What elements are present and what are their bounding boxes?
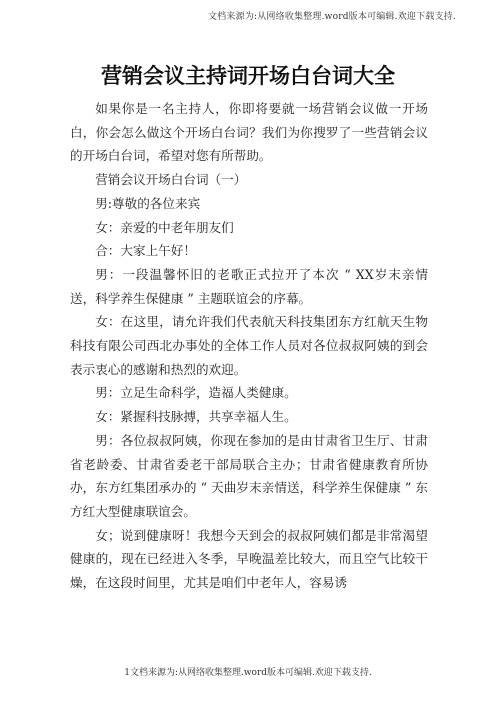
dialogue-line: 女：在这里，请允许我们代表航天科技集团东方红航天生物科技有限公司西北办事处的全体工作人员对各位叔叔阿姨的到会表示衷心的感谢和热烈的欢迎。 xyxy=(70,314,428,377)
footer-source-note: 1文档来源为:从网络收集整理.word版本可编辑.欢迎下载支持. xyxy=(124,668,372,678)
dialogue-line: 女：亲爱的中老年朋友们 xyxy=(95,219,234,235)
intro-paragraph: 如果你是一名主持人，你即将要就一场营销会议做一开场白，你会怎么做这个开场白台词？我们为你搜罗了一些营销会议的开场白台词，希望对您有所帮助。 xyxy=(70,101,428,164)
dialogue-line: 女；说到健康呀！我想今天到会的叔叔阿姨们都是非常渴望健康的，现在已经进入冬季，早晚温差比较大，而且空气比较干燥，在这段时间里，尤其是咱们中老年人，容易诱 xyxy=(70,527,428,591)
dialogue-line: 男：各位叔叔阿姨，你现在参加的是由甘肃省卫生厅、甘肃省老龄委、甘肃省委老干部局联合主办；甘肃省健康教育所协办，东方红集团承办的 “ 天曲岁末亲情送，科学养生保健康 ” 东方红大型健康联谊会。 xyxy=(70,432,428,519)
document-title: 营销会议主持词开场白台词大全 xyxy=(101,64,395,88)
document-body xyxy=(70,97,428,595)
dialogue-line: 合：大家上午好！ xyxy=(95,243,196,259)
dialogue-line: 男：立足生命科学，造福人类健康。 xyxy=(95,385,297,401)
section-heading: 营销会议开场白台词（一） xyxy=(95,172,247,188)
dialogue-line: 女：紧握科技脉搏，共享幸福人生。 xyxy=(95,409,297,425)
dialogue-line: 男:尊敬的各位来宾 xyxy=(95,195,201,211)
header-source-note: 文档来源为:从网络收集整理.word版本可编辑.欢迎下载支持. xyxy=(207,12,456,22)
dialogue-line: 男：一段温馨怀旧的老歌正式拉开了本次 “ XX岁末亲情送，科学养生保健康 ” 主题联谊会的序幕。 xyxy=(70,266,428,306)
